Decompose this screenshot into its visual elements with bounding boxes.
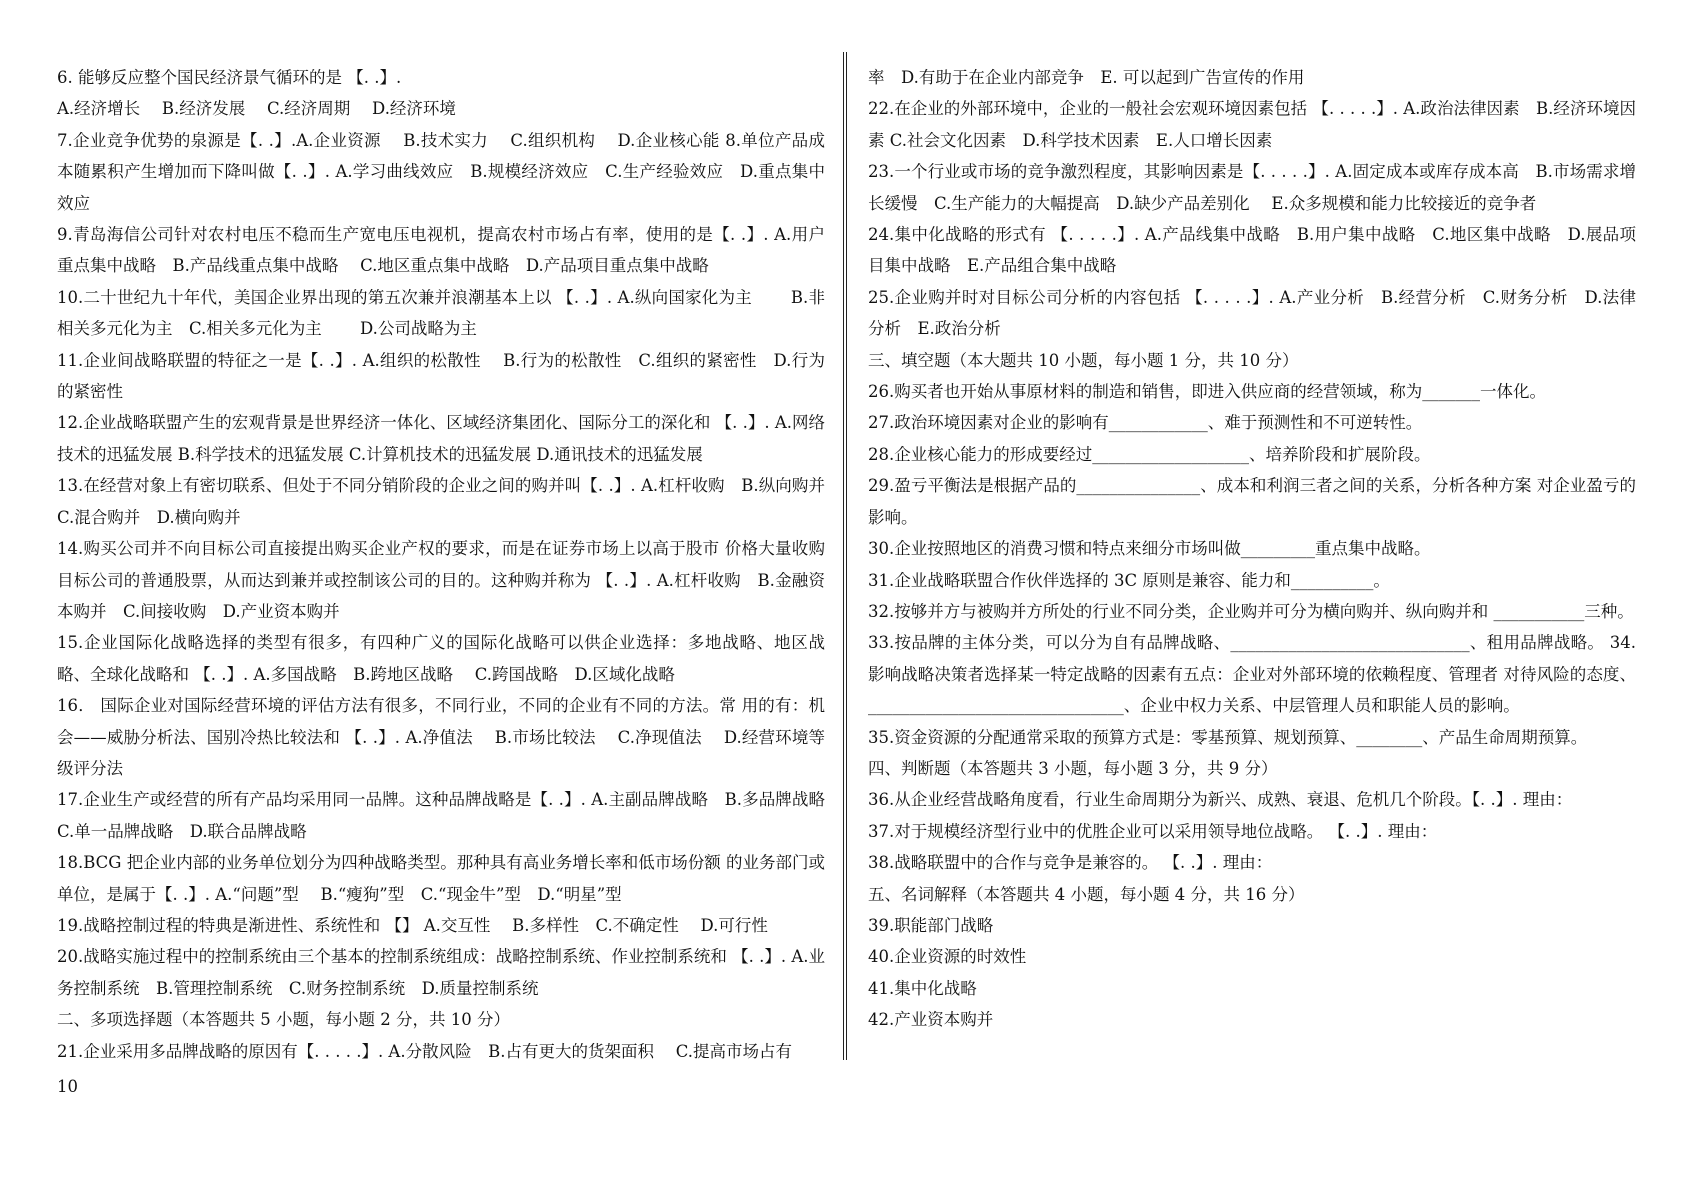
question-33-34: 33.按品牌的主体分类，可以分为自有品牌战略、_____________________________、租用品牌战略。 34.影响战略决策者选择某一特定战略的因素有五点：企业对外部环境的依赖程度、管理者 对待风险的态度、_______________________________、企业中权力关系、中层管理人员和职能人员的影响。 bbox=[868, 633, 1636, 716]
question-9: 9.青岛海信公司针对农村电压不稳而生产宽电压电视机，提高农村市场占有率，使用的是【. .】. A.用户重点集中战略 B.产品线重点集中战略 C.地区重点集中战略 D.产品项目重点集中战略 bbox=[57, 225, 825, 276]
question-39: 39.职能部门战略 bbox=[868, 915, 994, 935]
question-6-options: A.经济增长 B.经济发展 C.经济周期 D.经济环境 bbox=[57, 99, 456, 119]
column-divider bbox=[843, 52, 847, 1060]
left-column bbox=[57, 62, 842, 1067]
question-21-continued: 率 D.有助于在企业内部竞争 E. 可以起到广告宣传的作用 bbox=[868, 68, 1305, 87]
question-28: 28.企业核心能力的形成要经过___________________、培养阶段和扩展阶段。 bbox=[868, 444, 1431, 464]
question-25: 25.企业购并时对目标公司分析的内容包括 【. . . . .】. A.产业分析 B.经营分析 C.财务分析 D.法律分析 E.政治分析 bbox=[868, 287, 1636, 339]
question-37: 37.对于规模经济型行业中的优胜企业可以采用领导地位战略。 【. .】. 理由： bbox=[868, 821, 1438, 841]
question-12: 12.企业战略联盟产生的宏观背景是世界经济一体化、区域经济集团化、国际分工的深化和 【. .】. A.网络技术的迅猛发展 B.科学技术的迅猛发展 C.计算机技术的迅猛发展 D.通讯技术的迅猛发展 bbox=[57, 413, 825, 464]
section-multiple-choice-heading: 二、多项选择题（本答题共 5 小题，每小题 2 分，共 10 分） bbox=[57, 1010, 510, 1030]
question-41: 41.集中化战略 bbox=[868, 978, 977, 998]
question-38: 38.战略联盟中的合作与竞争是兼容的。 【. .】. 理由： bbox=[868, 853, 1273, 873]
question-42: 42.产业资本购并 bbox=[868, 1010, 994, 1030]
section-definitions-heading: 五、名词解释（本答题共 4 小题，每小题 4 分，共 16 分） bbox=[868, 884, 1305, 904]
question-24: 24.集中化战略的形式有 【. . . . .】. A.产品线集中战略 B.用户集中战略 C.地区集中战略 D.展品项目集中战略 E.产品组合集中战略 bbox=[868, 225, 1636, 276]
question-22: 22.在企业的外部环境中，企业的一般社会宏观环境因素包括 【. . . . .】. A.政治法律因素 B.经济环境因素 C.社会文化因素 D.科学技术因素 E.人口增长因素 bbox=[868, 99, 1636, 150]
question-27: 27.政治环境因素对企业的影响有____________、难于预测性和不可逆转性。 bbox=[868, 413, 1423, 433]
question-36: 36.从企业经营战略角度看，行业生命周期分为新兴、成熟、衰退、危机几个阶段。【. .】. 理由： bbox=[868, 790, 1573, 810]
question-19: 19.战略控制过程的特典是渐进性、系统性和 【】 A.交互性 B.多样性 C.不确定性 D.可行性 bbox=[57, 915, 768, 935]
question-14: 14.购买公司并不向目标公司直接提出购买企业产权的要求，而是在证券市场上以高于股市 价格大量收购目标公司的普通股票，从而达到兼并或控制该公司的目的。这种购并称为 【. .】. A.杠杆收购 B.金融资本购并 C.间接收购 D.产业资本购并 bbox=[57, 539, 825, 621]
question-17: 17.企业生产或经营的所有产品均采用同一品牌。这种品牌战略是【. .】. A.主副品牌战略 B.多品牌战略 C.单一品牌战略 D.联合品牌战略 bbox=[57, 790, 842, 841]
question-20: 20.战略实施过程中的控制系统由三个基本的控制系统组成：战略控制系统、作业控制系统和 【. .】. A.业务控制系统 B.管理控制系统 C.财务控制系统 D.质量控制系统 bbox=[57, 947, 825, 998]
section-fill-in-heading: 三、填空题（本大题共 10 小题，每小题 1 分，共 10 分） bbox=[868, 350, 1299, 370]
question-16: 16． 国际企业对国际经营环境的评估方法有很多，不同行业，不同的企业有不同的方法。常 用的有：机会——威胁分析法、国别冷热比较法和 【. .】. A.净值法 B.市场比较法 C.净现值法 D.经营环境等级评分法 bbox=[57, 696, 825, 778]
question-15: 15.企业国际化战略选择的类型有很多，有四种广义的国际化战略可以供企业选择：多地战略、地区战略、全球化战略和 【. .】. A.多国战略 B.跨地区战略 C.跨国战略 D.区域化战略 bbox=[57, 633, 825, 684]
question-32: 32.按够并方与被购并方所处的行业不同分类，企业购并可分为横向购并、纵向购并和 ___________三种。 bbox=[868, 601, 1634, 621]
question-30: 30.企业按照地区的消费习惯和特点来细分市场叫做_________重点集中战略。 bbox=[868, 539, 1431, 559]
question-23: 23.一个行业或市场的竞争激烈程度，其影响因素是【. . . . .】. A.固定成本或库存成本高 B.市场需求增长缓慢 C.生产能力的大幅提高 D.缺少产品差别化 E.众多规模和能力比较接近的竞争者 bbox=[868, 162, 1636, 213]
right-column bbox=[868, 62, 1636, 1036]
question-21: 21.企业采用多品牌战略的原因有【. . . . .】. A.分散风险 B.占有更大的货架面积 C.提高市场占有 bbox=[57, 1041, 792, 1061]
question-40: 40.企业资源的时效性 bbox=[868, 947, 1027, 967]
question-10: 10.二十世纪九十年代，美国企业界出现的第五次兼并浪潮基本上以 【. .】. A.纵向国家化为主 B.非相关多元化为主 C.相关多元化为主 D.公司战略为主 bbox=[57, 287, 825, 339]
section-true-false-heading: 四、判断题（本答题共 3 小题，每小题 3 分，共 9 分） bbox=[868, 758, 1278, 778]
page-number: 10 bbox=[57, 1077, 78, 1096]
question-29: 29.盈亏平衡法是根据产品的_______________、成本和利润三者之间的关系，分析各种方案 对企业盈亏的影响。 bbox=[868, 476, 1636, 527]
question-6: 6. 能够反应整个国民经济景气循环的是 【. .】. bbox=[57, 68, 402, 87]
question-35: 35.资金资源的分配通常采取的预算方式是：零基预算、规划预算、________、产品生命周期预算。 bbox=[868, 727, 1588, 747]
question-7-8: 7.企业竞争优势的泉源是【. .】.A.企业资源 B.技术实力 C.组织机构 D.企业核心能 8.单位产品成本随累积产生增加而下降叫做【. .】. A.学习曲线效应 B.规模经济效应 C.生产经验效应 D.重点集中效应 bbox=[57, 130, 825, 213]
question-13: 13.在经营对象上有密切联系、但处于不同分销阶段的企业之间的购并叫【. .】. A.杠杆收购 B.纵向购并 C.混合购并 D.横向购并 bbox=[57, 476, 842, 527]
question-18: 18.BCG 把企业内部的业务单位划分为四种战略类型。那种具有高业务增长率和低市场份额 的业务部门或单位，是属于【. .】. A.“问题”型 B.“瘦狗”型 C.“现金牛”型 D.“明星”型 bbox=[57, 853, 825, 904]
question-11: 11.企业间战略联盟的特征之一是【. .】. A.组织的松散性 B.行为的松散性 C.组织的紧密性 D.行为的紧密性 bbox=[57, 350, 825, 402]
question-26: 26.购买者也开始从事原材料的制造和销售，即进入供应商的经营领域，称为_______一体化。 bbox=[868, 382, 1546, 402]
question-31: 31.企业战略联盟合作伙伴选择的 3C 原则是兼容、能力和__________。 bbox=[868, 570, 1390, 590]
